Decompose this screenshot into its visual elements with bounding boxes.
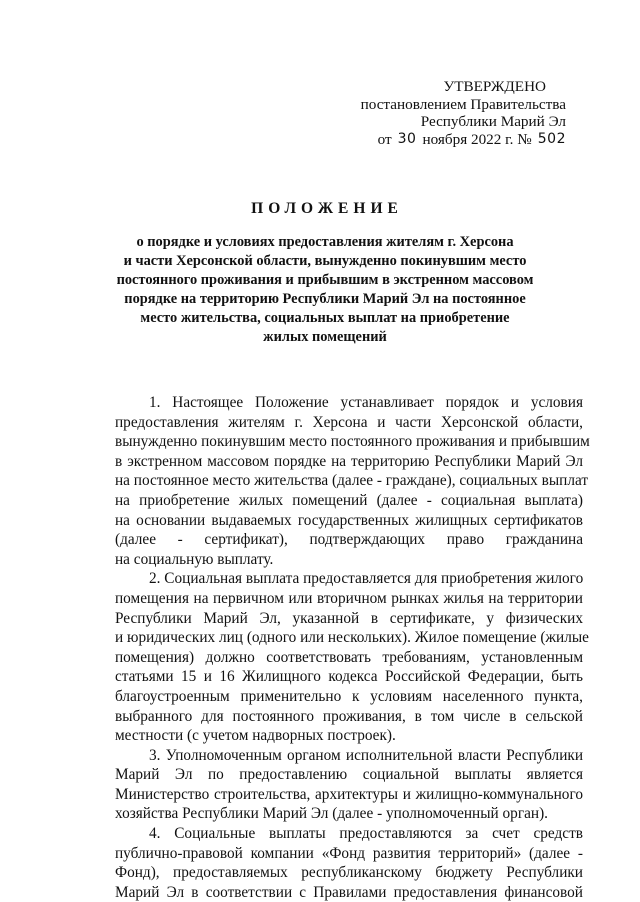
subtitle-line: о порядке и условиях предоставления жителям г. Херсона bbox=[136, 234, 514, 250]
subtitle-line: жилых помещений bbox=[263, 329, 387, 345]
approval-by-decree: постановлением Правительства bbox=[360, 95, 566, 113]
paragraph-line: 1. Настоящее Положение устанавливает порядок и условия bbox=[149, 394, 583, 411]
paragraph-line: на основании выдаваемых государственных жилищных сертификатов bbox=[115, 511, 583, 529]
decree-month-year: ноября 2022 г. № bbox=[422, 130, 532, 148]
decree-prefix: от bbox=[377, 130, 392, 148]
paragraph-2 bbox=[115, 569, 589, 745]
paragraph-line: публично-правовой компании «Фонд развития территорий» (далее - bbox=[115, 844, 583, 862]
approval-decree-line bbox=[306, 131, 566, 149]
document-body bbox=[115, 393, 590, 902]
paragraph-line: Министерство строительства, архитектуры и жилищно-коммунального bbox=[115, 785, 583, 803]
paragraph-line: Республики Марий Эл, указанной в сертификате, у физических bbox=[115, 609, 583, 627]
paragraph-line: хозяйства Республики Марий Эл (далее - уполномоченный орган). bbox=[115, 805, 548, 823]
decree-day: 30 bbox=[397, 130, 417, 147]
paragraph-line: и юридических лиц (одного или нескольких). Жилое помещение (жилые bbox=[115, 629, 589, 647]
approval-stamp bbox=[306, 78, 566, 148]
paragraph-line: в экстренном массовом порядке на территорию Республики Марий Эл bbox=[115, 452, 583, 470]
document-subtitle bbox=[110, 233, 540, 347]
paragraph-line: Марий Эл по предоставлению социальной выплаты является bbox=[115, 766, 583, 784]
paragraph-line: вынужденно покинувшим место постоянного проживания и прибывшим bbox=[115, 433, 590, 451]
paragraph-line: на постоянное место жительства (далее - граждане), социальных выплат bbox=[115, 472, 589, 490]
paragraph-line: на приобретение жилых помещений (далее - социальная выплата) bbox=[115, 491, 583, 509]
paragraph-3 bbox=[115, 746, 583, 824]
paragraph-line: на социальную выплату. bbox=[115, 550, 274, 568]
decree-number: 502 bbox=[537, 130, 566, 147]
paragraph-1 bbox=[115, 393, 590, 569]
paragraph-line: помещения на первичном или вторичном рынках жилья на территории bbox=[115, 589, 583, 607]
paragraph-line: Фонд), предоставляемых республиканскому бюджету Республики bbox=[115, 864, 583, 882]
paragraph-line: 3. Уполномоченным органом исполнительной власти Республики bbox=[149, 746, 583, 764]
approval-government: Республики Марий Эл bbox=[420, 113, 566, 131]
paragraph-line: 4. Социальные выплаты предоставляются за счет средств bbox=[149, 825, 583, 843]
paragraph-line: помещения) должно соответствовать требованиям, установленным bbox=[115, 648, 583, 666]
paragraph-line: 2. Социальная выплата предоставляется для приобретения жилого bbox=[149, 570, 584, 588]
approval-heading: УТВЕРЖДЕНО bbox=[443, 78, 546, 95]
paragraph-line: предоставления жителям г. Херсона и части Херсонской области, bbox=[115, 413, 583, 431]
paragraph-line: (далее - сертификат), подтверждающих право гражданина bbox=[115, 531, 583, 549]
subtitle-line: место жительства, социальных выплат на приобретение bbox=[140, 310, 510, 326]
paragraph-4 bbox=[115, 824, 583, 902]
subtitle-line: и части Херсонской области, вынужденно покинувшим место bbox=[123, 253, 527, 269]
document-title: ПОЛОЖЕНИЕ bbox=[251, 200, 403, 217]
paragraph-line: выбранного для постоянного проживания, в том числе в сельской bbox=[115, 707, 583, 725]
paragraph-line: благоустроенным применительно к условиям населенного пункта, bbox=[115, 687, 583, 705]
paragraph-line: местности (с учетом надворных построек). bbox=[115, 727, 396, 745]
subtitle-line: порядке на территорию Республики Марий Эл на постоянное bbox=[124, 291, 526, 307]
subtitle-line: постоянного проживания и прибывшим в экстренном массовом bbox=[116, 272, 534, 288]
paragraph-line: статьями 15 и 16 Жилищного кодекса Российской Федерации, быть bbox=[115, 668, 583, 686]
paragraph-line: Марий Эл в соответствии с Правилами предоставления финансовой bbox=[115, 883, 583, 901]
